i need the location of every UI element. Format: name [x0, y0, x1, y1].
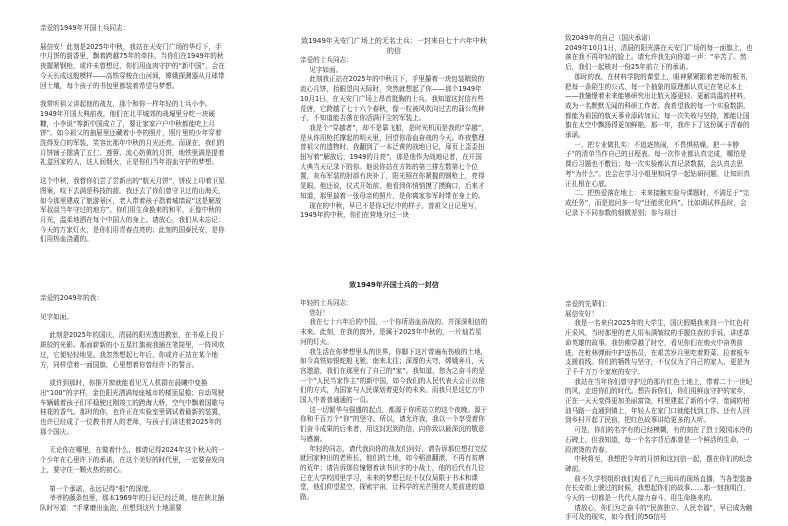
letter-1 [40, 24, 228, 245]
letter-5-greeting: 您好！ [309, 308, 330, 317]
letter-6-paragraph: 中秋将至，我想把今年的月饼和这封信一起，摆在你们的纪念碑前。 [565, 455, 753, 473]
letter-4-greeting: 见字如面。 [40, 312, 73, 321]
letter-3-paragraph: 一、把专业做扎实：不追逐热闹，不畏惧枯燥。把一卡脖子”的清单当作自己的日程表。每一次作业都认真完成，哪怕是课后习题也不敷衍；每一次实验都认真记录数据，会认真去思考“为什么”。也会在学习小组里和同学一起钻研问题，让知识真正扎根在心底。 [565, 140, 750, 188]
letter-4-salutation: 亲爱的2049年的我： [40, 294, 103, 302]
letter-6-paragraph: 我是一名来自2025年的大学生，国庆假期我来到一个红色村庄采风，当时那里的老人用布满皱纹的手握住我的手说，讲述革命英雄的故事。我仿佛穿越了时空，看见你们在炮火中奋勇前进，在枪林弹雨中护送伤员，在艰苦岁月里吃着野菜、拉着板车支援前线。你们的牺牲与坚守，不仅仅为了自己的家人，更是为了千千万万个家庭的安宁。 [565, 319, 750, 376]
letter-2-paragraph: 此刻我正站在2025年的中秋月下，手里攥着一块包装精致的流心月饼，抬眼望向天际时，突然就想起了你——那个1949年10月1日，在天安门广场上昂首挺胸的士兵。我知道这封信有些荒唐，它跨越了七十六个春秋，像一粒被风吹向过去的蒲公英种子，不知道能否落在你活满汗尘的军装上。 [300, 75, 485, 123]
letter-4-paragraph: 或许到那时，你推开窗就能看见无人机群在晨曦中变换出“100”的字样，金色阳光洒满每座城市的楼顶屋檐；自动驾驶车辆载着孩子们平稳驶过刚竣工的跨海大桥，空气中飘着国歌与桂花的香气。那时的你，也许正在实验室里调试着最新的装置，也许已经成了一位教书育人的老师，与孩子们讲述着2025年的那个国庆。 [40, 379, 225, 436]
letter-2-paragraph: 现在的中秋，早已不是你记忆中的样子。曾祖父日记里写，1949年的中秋，你们在营地分过一块 [300, 201, 481, 220]
letter-2 [300, 36, 488, 221]
letter-5-paragraph: 我生活在你梦想里头的世界，你脚下这片曾遍布伤痕的土地，如今高铁如银蛇般飞驰，南来北往；深邃的天穹，嫦娥奔月，天宫遨游，我们在那里有了自己的“家”。我知道，您为之奋斗的是一个“人民当家作主”的新中国，如今我们的人民代表大会正以他们的方式，为国家与人民谋划着更好的未来。而我只是这亿万中国人中普普通通的一员。 [300, 347, 488, 405]
letter-6-paragraph: 请放心，你们为之奋斗的“民族独立、人民幸福”，早已成为触手可及的现实，如今我们的5G信号 [565, 503, 753, 522]
letter-1-salutation: 亲爱的1949年开国士兵同志： [40, 24, 130, 32]
letter-2-salutation: 亲爱的士兵同志： [300, 56, 353, 64]
letter-5-paragraph: 这一切繁华与强盛的起点，都源于你所站立的这个夜晚。源于你和千百万个“你”的坚守。所以，请允许我，我以一个享受着你们奋斗成果的后来者，用这封迟到的信，向你致以最深沉的敬意与感谢。 [300, 405, 488, 443]
letter-4 [40, 294, 228, 514]
letter-5-paragraph: 年轻的同志，请代我向你的战友们问好，请告诉那位想打完仗就回家种田的老班长，他们的土地，如今稻浪翻滚，不再有贫瘠的荒年；请告诉那位憧憬着读书识字的小战士，他的后代有几位已在大学校园里学习，未来的梦想已经不仅仅局限于书本和课堂，他们仰望星空，探索宇宙，让科学的光芒照亮人类前进的道路。 [300, 444, 488, 502]
letter-2-title: 致1949年天安门广场上的无名士兵：一封来自七十六年中秋的信 [301, 37, 487, 55]
letter-5-title: 致1949年开国士兵的一封信 [349, 281, 439, 289]
letter-1-paragraph: 我常听祖父讲起他的战友，那个和你一样年轻的士兵小李。1949年开国大典前夜，他们在北平城郊的战壕里分吃一块硬糠，小李说“等新中国成立了，要让家家户户中秋都能吃上月饼”。如今祖父的抽屉里还藏着小李的照片，照片里的少年穿着洗得发白的军装，笑容比那年中秋的月光还亮。而现在，我们的月饼铺子摆满了五仁、莲蓉、流心奶黄的月饼，地铁里满是提着礼盒回家的人，这人间烟火，正是你们当年浴血守护的梦想。 [40, 100, 225, 167]
letter-4-paragraph: 爷爷的藤条包里，那本1969年的日记已经泛黄，他在陕北插队时写道：“手掌磨出血泡，但想到这片土地需要 [40, 494, 225, 512]
letter-3-paragraph: 那时的我，在材料学院的课堂上，眼神紧紧跟着老师的板书，把每一条陌生的公式、每一个抽象的原理都认真记在笔记本上——我憧憬着未来能够研究出让航天器更轻、更耐高温的材料，成为一名默默无闻的科研工作者。我希望我的每一个实验数据，都能为祖国的航天事业添砖加瓦；每一次失败与坚持，都能让国旗在太空中飘扬得更加鲜艳。那一年，我许下了这份属于青春的承诺。 [565, 72, 753, 140]
letter-5 [300, 280, 488, 503]
letter-1-paragraph: 展信安！此刻是2025年中秋，我站在天安门广场的华灯下，手中月饼的甜香里，飘着跨越75年的牵挂。当你们在1949年的秋夜握紧钢枪，或许未曾想过，你们用血肉守护的“新中国”，会在今天长成这般模样——高铁穿梭在山河间，嫦娥探测器从月球带回土壤，每个孩子的书包里都装着希望与梦想。 [40, 42, 225, 90]
letter-6-greeting: 展信安好！ [565, 309, 598, 318]
letter-4-paragraph: 此刻是2025年的国庆，清晨的阳光透进教室，在书桌上投下斑驳的光影。那面崭新的小五星红旗被我插在笔筒里，一阵风吹过，它便轻轻地晃。我忽然想起七年后，你或许正站在某个地方，同样望着一面国旗，心里想着你曾经许下的誓言。 [40, 331, 225, 369]
letter-3-paragraph: 2049年10月1日，清晨的阳光落在天安门广场的每一面旗上，也落在我不再年轻的脸上。请允许我先向你道一声：“辛苦了。然后，我们一起核对一份25年前立下的承诺。 [565, 43, 753, 72]
letter-2-paragraph: 我是个“穿越者”，却不是靠飞船，是时光机而是我的“穿越”，是从你用枪托撑起的明天里，回望你浴血奋战的今天。昨夜整理曾祖父的遗物时，我翻到了一本泛黄的战地日记，扉页上歪歪扭扭写着“解放后，1949的月亮”，那是他作为战地记者，在开国大典当天记录下的你。他说你站在方阵的第三排左数第七个位置，灰布军装的肘部有块补丁，阳光照在你紧握的钢枪上，亮得晃眼。他还说，仪式开始前，他看到你悄悄摸了摸胸口，后来才知道，那里揣着一张母亲的照片，是你离家参军时带在身上的。 [300, 123, 488, 200]
letter-4-paragraph: 第一个承诺，永远记得“根”的深度。 [49, 484, 155, 493]
letter-6-paragraph: 我站在当年你们曾守护过的那片红色土地上，带着二十一世纪的风，走进你们的时代。想告诉你们，你们用鲜血守护的家乡，正在一天天变得更加美丽富饶，村里建起了新的小学，宽阔的柏油马路一直通到镇上，年轻人在家门口就能找到工作。还有人回到乡村开起了民宿，把红色故事讲给更多的人听。 [565, 377, 753, 425]
letter-3-paragraph: 二、把热爱落在地上：未来接触实验与课题时，不满足于“完成任务”，而是追问多一句“还能优化吗”。比如调试样品时，会记录下不同参数的细微差别；参与项目 [565, 189, 750, 217]
letter-1-paragraph: 这个中秋，我替你们尝了尝新出的“航天月饼”，饼皮上印着卫星图案，咬下去满是科技的甜。我还去了你们曾守卫过的山海关，如今那里建成了旅游景区，老人带着孩子指着城墙说“这是解放军叔叔当年守过的地方”。你们用生命换来的和平，正像中秋的月光，温柔地洒在每个中国人的身上。请放心，我们从未忘记：今天的万家灯火，是你们用青春点亮的；此刻的国泰民安，是你们用热血浇灌的。 [40, 177, 225, 244]
letter-5-salutation: 年轻的士兵同志： [300, 299, 353, 307]
letter-4-paragraph: 无论你在哪里，在做着什么，都请记得2024年这个秋天的一个少年在心里许下的承诺，在这个美好的时代里，一定要奋发向上，要守住一颗火热的初心。 [40, 446, 225, 474]
letter-6-paragraph: 可是，你们的名字有的已经模糊，有的刻在了烈士陵园冰冷的石碑上，但我知道，每一个名字背后都曾是一个鲜活的生命，一段滚烫的青春。 [565, 426, 753, 454]
letter-5-paragraph: 我在七十六年后的中国，一个你所浴血奋战的、并深深相信的未来。此刻，在我的窗外，是属于2025年中秋的，一片灿若星河的灯火。 [300, 318, 488, 346]
letter-3-salutation: 致2049年的自己（国庆承诺） [565, 34, 655, 42]
letter-2-greeting: 见字如面。 [309, 65, 343, 74]
letter-6 [565, 300, 753, 523]
letter-6-paragraph: 前不久学校组织我们观看了九三阅兵的现场直播，当各型装备在长安街上驶过的时候，我想起你们的故事……那一刻我明白，今天的一切都是一代代人接力奋斗、用生命换来的。 [565, 474, 753, 503]
letter-3 [565, 34, 753, 218]
letter-6-salutation: 亲爱的先辈们： [565, 300, 612, 308]
